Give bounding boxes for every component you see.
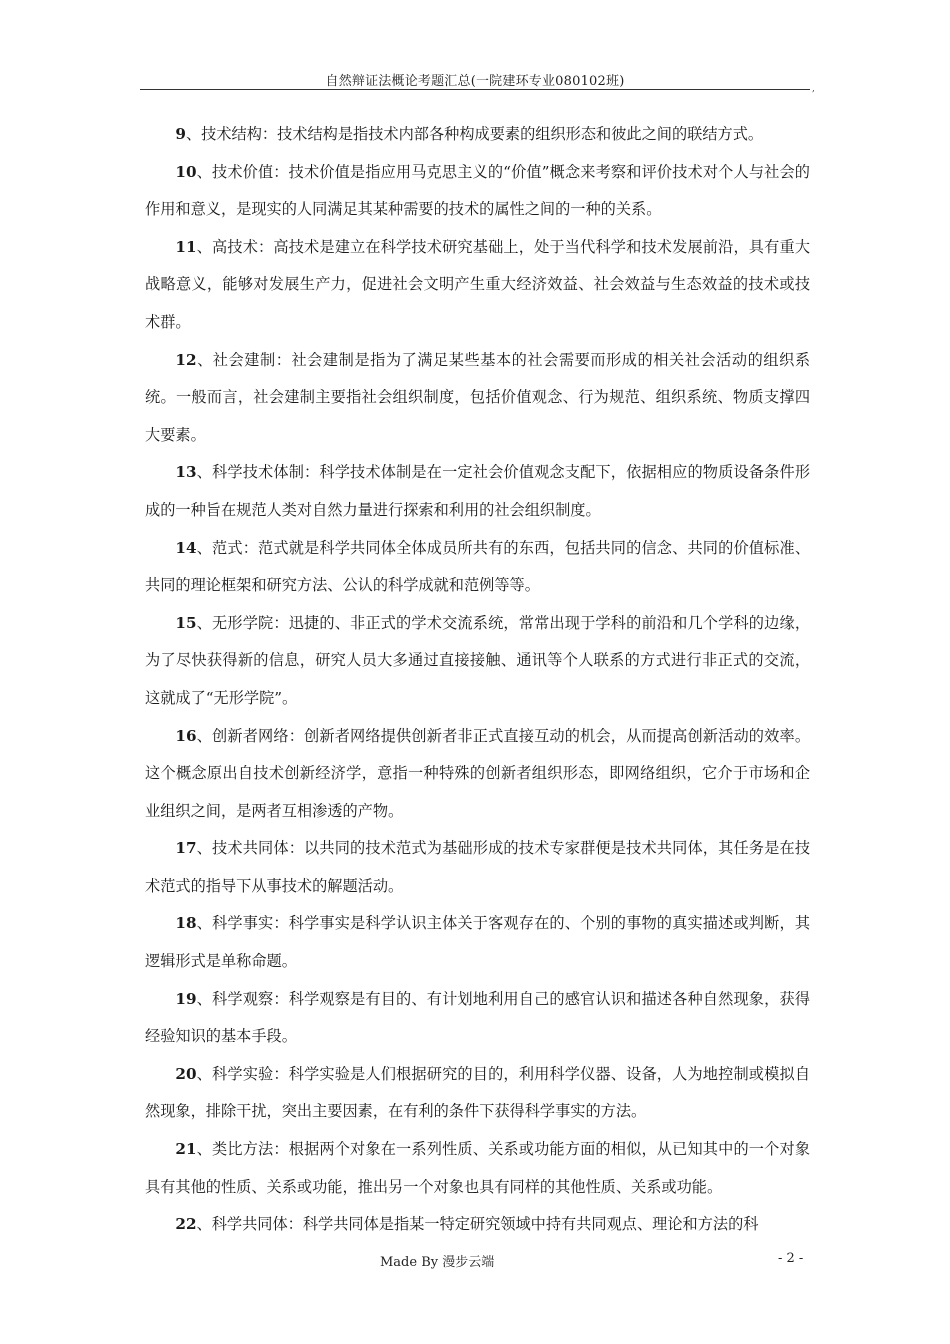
- definition-entry: [145, 605, 810, 718]
- entry-text: 、技术结构：技术结构是指技术内部各种构成要素的组织形态和彼此之间的联结方式。: [185, 125, 764, 143]
- definition-entry: [145, 1056, 810, 1131]
- entry-number: 9: [175, 125, 186, 143]
- entry-text: 、科学技术体制：科学技术体制是在一定社会价值观念支配下，依据相应的物质设备条件形成的一种旨在规范人类对自然力量进行探索和利用的社会组织制度。: [145, 463, 810, 519]
- footer-author: Made By 漫步云端: [380, 1255, 495, 1270]
- entry-text: 、科学事实：科学事实是科学认识主体关于客观存在的、个别的事物的真实描述或判断，其逻辑形式是单称命题。: [145, 914, 810, 971]
- entry-number: 14: [175, 538, 197, 557]
- entry-number: 21: [175, 1140, 197, 1159]
- entry-text: 、类比方法：根据两个对象在一系列性质、关系或功能方面的相似，从已知其中的一个对象具有其他的性质、关系或功能，推出另一个对象也具有同样的其他性质、关系或功能。: [145, 1140, 810, 1196]
- definition-entry: [145, 229, 810, 342]
- definition-entry: [145, 1131, 810, 1206]
- entry-number: 22: [175, 1215, 197, 1234]
- definition-entry: [145, 830, 810, 905]
- entry-text: 、科学实验：科学实验是人们根据研究的目的，利用科学仪器、设备，人为地控制或模拟自然现象，排除干扰，突出主要因素，在有利的条件下获得科学事实的方法。: [145, 1064, 810, 1121]
- entry-text: 、高技术：高技术是建立在科学技术研究基础上，处于当代科学和技术发展前沿，具有重大战略意义，能够对发展生产力，促进社会文明产生重大经济效益、社会效益与生态效益的技术或技术群。: [145, 237, 810, 331]
- definition-entry: [145, 718, 810, 831]
- page-header-title: 自然辩证法概论考题汇总(一院建环专业080102班): [325, 74, 625, 89]
- entry-number: 20: [175, 1064, 197, 1083]
- entry-number: 19: [175, 989, 197, 1008]
- entry-number: 17: [175, 839, 197, 858]
- entry-text: 、科学观察：科学观察是有目的、有计划地利用自己的感官认识和描述各种自然现象，获得经验知识的基本手段。: [145, 989, 810, 1046]
- entry-number: 12: [175, 350, 197, 369]
- definition-entry: [145, 981, 810, 1056]
- definition-entry: [145, 342, 810, 455]
- definition-entry: [145, 116, 810, 154]
- definition-entry: [145, 530, 810, 605]
- entry-text: 、范式：范式就是科学共同体全体成员所共有的东西，包括共同的信念、共同的价值标准、共同的理论框架和研究方法、公认的科学成就和范例等等。: [145, 538, 810, 595]
- entry-number: 13: [175, 463, 197, 482]
- entry-number: 11: [175, 237, 197, 256]
- footer-page-number: - 2 -: [778, 1251, 804, 1266]
- definition-entry: [145, 454, 810, 529]
- entry-text: 、技术价值：技术价值是指应用马克思主义的“价值”概念来考察和评价技术对个人与社会的作用和意义，是现实的人同满足其某种需要的技术的属性之间的一种的关系。: [145, 162, 810, 219]
- entry-text: 、科学共同体：科学共同体是指某一特定研究领域中持有共同观点、理论和方法的科: [196, 1215, 759, 1234]
- entry-text: 、社会建制：社会建制是指为了满足某些基本的社会需要而形成的相关社会活动的组织系统。一般而言，社会建制主要指社会组织制度，包括价值观念、行为规范、组织系统、物质支撑四大要素。: [145, 350, 810, 444]
- definition-entry: [145, 905, 810, 980]
- definition-entry: [145, 1206, 810, 1244]
- header-mark: ,: [812, 84, 815, 94]
- entry-number: 18: [175, 914, 197, 933]
- entry-number: 16: [175, 726, 197, 745]
- entry-number: 15: [175, 613, 197, 632]
- definition-entry: [145, 154, 810, 229]
- entry-text: 、无形学院：迅捷的、非正式的学术交流系统，常常出现于学科的前沿和几个学科的边缘，为了尽快获得新的信息，研究人员大多通过直接接触、通讯等个人联系的方式进行非正式的交流，这就成了“无形学院”。: [145, 613, 810, 707]
- header-divider: [140, 89, 810, 90]
- entry-number: 10: [175, 162, 197, 181]
- entry-text: 、创新者网络：创新者网络提供创新者非正式直接互动的机会，从而提高创新活动的效率。这个概念原出自技术创新经济学，意指一种特殊的创新者组织形态，即网络组织，它介于市场和企业组织之间，是两者互相渗透的产物。: [145, 726, 810, 820]
- document-body: [145, 116, 810, 1244]
- entry-text: 、技术共同体：以共同的技术范式为基础形成的技术专家群便是技术共同体，其任务是在技术范式的指导下从事技术的解题活动。: [145, 839, 810, 895]
